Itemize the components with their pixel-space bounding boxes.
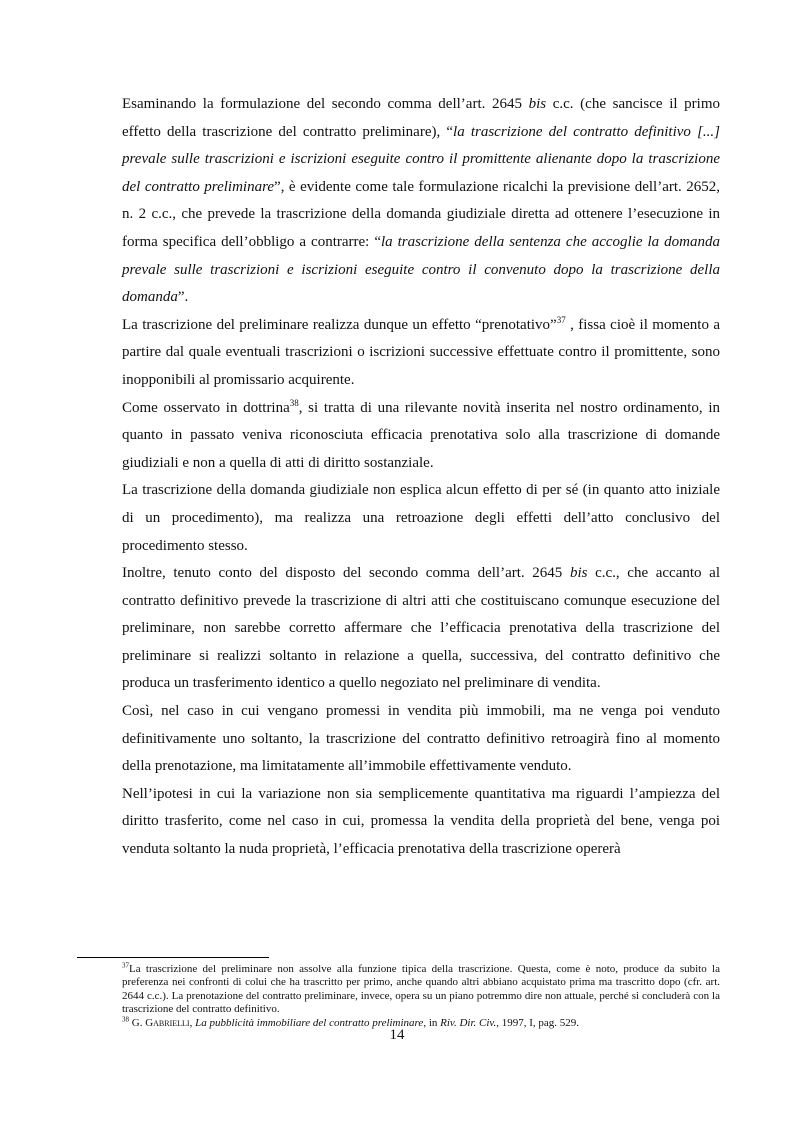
text-run: c.c. (che sancisce il primo effetto della trascrizione del contratto preliminare), “ <box>122 96 720 140</box>
footnote-title: La pubblicità immobiliare del contratto preliminare <box>195 1016 424 1029</box>
footnote-text: La trascrizione del preliminare non assolve alla funzione tipica della trascrizione. Questa, come è noto, produce da subito la preferenza nei confronti di colui che ha trascritto per primo, anche quando altri abbiano acquistato prima ma trascritto dopo (cfr. art. 2644 c.c.). La prenotazione del contratto preliminare, invece, opera su un piano potremmo dire non attuale, perché si concluderà con la trascrizione del contratto definitivo. <box>122 963 720 1016</box>
footnote-37 <box>122 963 720 1017</box>
text-run: ”. <box>177 289 189 306</box>
paragraph-4: La trascrizione della domanda giudiziale non esplica alcun effetto di per sé (in quanto atto iniziale di un procedimento), ma realizza una retroazione degli effetti dell’atto conclusivo del procedimento stesso. <box>122 482 720 554</box>
paragraph-1 <box>122 91 720 312</box>
footnote-author: G. G <box>129 1016 154 1029</box>
body-text <box>122 91 720 864</box>
text-run: , fissa cioè il momento a partire dal quale eventuali trascrizioni o iscrizioni successive effettuate contro il promittente, sono inopponibili al promissario acquirente. <box>122 316 720 388</box>
paragraph-5 <box>122 560 720 698</box>
footnote-author-smallcaps: abrielli <box>153 1016 190 1029</box>
paragraph-7: Nell’ipotesi in cui la variazione non sia semplicemente quantitativa ma riguardi l’ampiezza del diritto trasferito, come nel caso in cui, promessa la vendita della proprietà del bene, venga poi venduta soltanto la nuda proprietà, l’efficacia prenotativa della trascrizione opererà <box>122 785 720 858</box>
footnote-ref-37[interactable]: 37 <box>556 314 566 325</box>
text-run: , <box>189 1016 196 1029</box>
text-run: Esaminando la formulazione del secondo comma dell’art. 2645 <box>122 96 529 112</box>
footnote-journal: Riv. Dir. Civ. <box>440 1016 497 1029</box>
text-run: ”, è evidente come tale formulazione ricalchi la previsione dell’art. 2652, n. 2 c.c., che prevede la trascrizione della domanda giudiziale diretta ad ottenere l’esecuzione in forma specifica dell’obbligo a contrarre: “ <box>122 178 720 250</box>
italic-run: bis <box>569 565 588 582</box>
footnote-number: 38 <box>122 1014 129 1023</box>
text-run: , in <box>423 1016 441 1029</box>
italic-quote: la trascrizione della sentenza che accoglie la domanda prevale sulle trascrizioni e iscrizioni eseguite contro il convenuto dopo la trascrizione della domanda <box>122 233 721 306</box>
italic-run: bis <box>528 96 547 112</box>
text-run: Come osservato in dottrina <box>122 399 290 416</box>
footnote-separator <box>77 957 269 958</box>
page-number: 14 <box>389 1027 405 1043</box>
footnote-ref-38[interactable]: 38 <box>289 397 299 408</box>
paragraph-2 <box>122 312 720 395</box>
text-run: , 1997, I, pag. 529. <box>496 1016 580 1029</box>
paragraph-6: Così, nel caso in cui vengano promessi in vendita più immobili, ma ne venga poi venduto definitivamente uno soltanto, la trascrizione del contratto definitivo retroagirà fino al momento della prenotazione, ma limitatamente all’immobile effettivamente venduto. <box>122 703 720 775</box>
text-run: c.c., che accanto al contratto definitivo prevede la trascrizione di altri atti che costituiscano comunque esecuzione del preliminare, non sarebbe corretto affermare che l’efficacia prenotativa della trascrizione del preliminare si realizzi soltanto in relazione a quella, successiva, del contratto definitivo che produca un trasferimento identico a quello negoziato nel preliminare di vendita. <box>122 565 720 692</box>
paragraph-3 <box>122 395 720 478</box>
text-run: , si tratta di una rilevante novità inserita nel nostro ordinamento, in quanto in passato veniva riconosciuta efficacia prenotativa solo alla trascrizione di domande giudiziali e non a quella di atti di diritto sostanziale. <box>122 399 720 471</box>
text-run: Inoltre, tenuto conto del disposto del secondo comma dell’art. 2645 <box>122 565 570 582</box>
text-run: La trascrizione del preliminare realizza dunque un effetto “prenotativo” <box>122 316 557 333</box>
footnote-number: 37 <box>122 961 129 970</box>
italic-quote: la trascrizione del contratto definitivo [...] prevale sulle trascrizioni e iscrizioni eseguite contro il promittente alienante dopo la trascrizione del contratto preliminare <box>122 123 720 195</box>
footnotes <box>122 963 720 1030</box>
